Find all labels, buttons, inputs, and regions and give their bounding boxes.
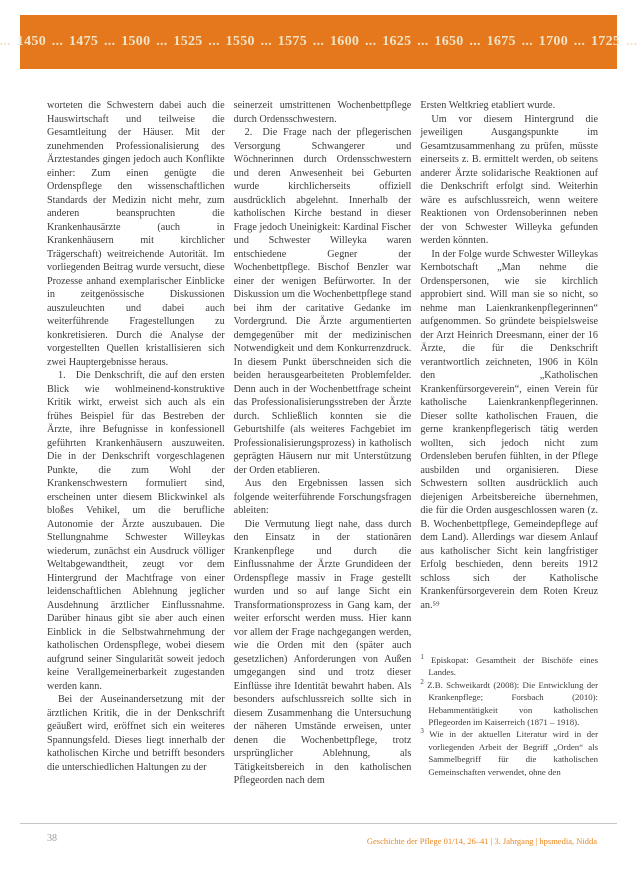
paragraph: Um vor diesem Hintergrund die jeweiligen Ausgangspunkte im Gesamtzusammenhang zu prüfen, müsste einerseits z. B. ermittelt werden, ob seitens anderer Ärzte solidarische Reaktionen auf die Denkschrift erfolgt sind. Weiterhin wäre es aufschlussreich, wenn weitere Reaktionen von Ordensoberinnen neben der von Schwester Willeyka gefunden werden könnten. <box>420 113 599 246</box>
footnote-marker: 1 <box>420 653 424 662</box>
footer-divider <box>20 823 617 824</box>
footnote-text: Episkopat: Gesamtheit der Bischöfe eines Landes. <box>428 655 599 678</box>
text-column-2 <box>234 99 412 821</box>
footnote-3 <box>420 728 598 778</box>
footnotes <box>420 654 598 778</box>
paragraph-continuation: worteten die Schwestern dabei auch die Hauswirtschaft und teilweise die Gesamtleitung der Häuser. Mit der zunehmenden Professionalisierung des Ärztestandes gingen jedoch auch Konflikte einher: Zum einen genügte die Ordenspflege den wissenschaftlichen Standards der Medizin nicht mehr, zum anderen beanspruchten die Krankenhausärzte (auch in Krankenhäusern mit kirchlicher Trägerschaft) weitreichende Autorität. Im vorliegenden Beitrag wurde versucht, diese Prozesse anhand exemplarischer Einblicke in zeitgenössische Diskussionen auszuleuchten und dabei auch weiterführende Fragestellungen zu konkretisieren. Durch die Analyse der vorgestellten Quellen kristallisieren sich zwei Hauptergebnisse heraus. <box>47 100 225 368</box>
paragraph: Die Vermutung liegt nahe, dass durch den Einsatz in der stationären Krankenpflege und durch die Einflussnahme der Ärzte Grundideen der Ordenspflege massiv in Frage gestellt wurden und so auf lange Sicht ein Transformationsprozess in Gang kam, der weiter erforscht werden muss. Hier kann vor allem der Frage nachgegangen werden, wie die Orden mit den (später auch gesetzlichen) Anforderungen von Außen umgegangen sind und trotz dieser Einflüsse ihre Identität bewahrt haben. Als besonders aufschlussreich sollte sich in diesem Zusammenhang die Untersuchung der näheren Umstände erweisen, unter denen die Wochenbettpflege, trotz ursprünglicher Ablehnung, als Tätigkeitsbereich in den katholischen Pflegeorden nach dem <box>233 518 412 786</box>
page-number: 38 <box>47 833 57 844</box>
paragraph-numbered-1: 1. Die Denkschrift, die auf den ersten Blick wie wohlmeinend-konstruktive Kritik wirkt, erweist sich auch als ein frühes Beispiel für das Bestreben der Ärzte, ihre Befugnisse in konfessionell geführten Krankenhäusern auszuweiten. Die in der Denkschrift vorgeschlagenen Punkte, die zum Wohl der Krankenschwestern formuliert sind, erscheinen unter diesem Blickwinkel als bloßes Vehikel, um die berufliche Autonomie der Ärzte auszubauen. Die Stellungnahme Schwester Willeykas wiederum, zunächst ein Ausdruck völliger Weltabgewandtheit, zeugt vor dem Hintergrund der Machtfrage von einer leidenschaftlichen Ablehnung jeglicher Ausdehnung ärztlicher Einflussnahme. Darüber hinaus gibt sie aber auch einen Einblick in die Selbstwahrnehmung der katholischen Ordenspflege, wobei diesem aufgrund seiner Singularität soweit jedoch keine Verallgemeinerbarkeit zugestanden werden kann. <box>47 370 225 692</box>
text-column-3 <box>420 99 598 821</box>
timeline-band <box>0 15 637 69</box>
footnote-text: Z.B. Schweikardt (2008): Die Entwicklung der Krankenpflege; Forsbach (2010): Hebammentätigkeit von katholischen Pflegeorden im Kaiserreich (1871 – 1918). <box>427 679 599 728</box>
text-column-1 <box>47 99 225 821</box>
footnote-marker: 3 <box>420 727 424 736</box>
footnote-text: Wie in der aktuellen Literatur wird in der vorliegenden Arbeit der Begriff „Orden“ als Sammelbegriff für die katholischen Gemeinschaften verwendet, ohne den <box>428 729 599 777</box>
paragraph: In der Folge wurde Schwester Willeykas Kernbotschaft „Man nehme die Ordenspersonen, wie sie kirchlich approbiert sind. Will man sie so nicht, so nehme man Laienkrankenpflegerinnen“ aufgenommen. So gründete beispielsweise der Arzt Heinrich Dreesmann, einer der 16 Ärzte, die für die Denkschrift verantwortlich zeichneten, 1906 in Köln den „Katholischen Krankenfürsorgeverein“, einen Verein für katholische Laienkrankenpflegerinnen. Dieser sollte katholischen Frauen, die gerne krankenpflegerisch tätig werden wollten, sich jedoch nicht zum Ordensleben berufen fühlten, in der Pflege ausbilden und organisieren. Diese Schwestern sollten ausdrücklich auch diejenigen Arbeitsbereiche übernehmen, die für die Orden ausgeschlossen waren (z. B. Wochenbettpflege, Gemeindepflege auf dem Land). Allerdings war diesem Anlauf aus katholischer Sicht kein langfristiger Erfolg beschieden, denn bereits 1912 schloss sich der Katholische Krankenfürsorgeverein dem Roten Kreuz an.⁵⁹ <box>420 248 599 611</box>
paragraph-continuation: Ersten Weltkrieg etabliert wurde. <box>420 100 556 111</box>
journal-citation-line: Geschichte der Pflege 01/14, 26–41 | 3. Jahrgang | hpsmedia, Nidda <box>366 836 597 846</box>
article-body <box>47 99 598 821</box>
paragraph-numbered-2: 2. Die Frage nach der pflegerischen Versorgung Schwangerer und Wöchnerinnen durch Ordensschwestern und deren Anwesenheit bei Geburten wurde kirchlicherseits offiziell ausdrücklich abgelehnt. Innerhalb der katholischen Kirche bestand in dieser Frage jedoch Uneinigkeit: Kardinal Fischer und Schwester Willeyka waren entschiedene Gegner der Wochenbettpflege. Bischof Benzler war einer der wenigen Befürworter. In der Diskussion um die Wochenbettpflege stand bei ihm der caritative Gedanke im Vordergrund. Die Ärzte argumentierten demgegenüber mit der medizinischen Notwendigkeit und dem Konkurrenzdruck. In diesem Punkt überschneiden sich die beiden herausgearbeiteten Problemfelder. Denn auch in der Wochenbettfrage scheint das Professionalisierungsstreben der Ärzte durch. Schließlich konnten sie die Geburtshilfe (als weiteres Fachgebiet im Professionalisierungsprozess) in katholisch geprägten Häusern nur mit Unterstützung der Orden etablieren. <box>233 127 412 476</box>
footnote-marker: 2 <box>420 677 424 686</box>
footnote-1 <box>420 654 598 679</box>
paragraph-continuation: seinerzeit umstrittenen Wochenbettpflege durch Ordensschwestern. <box>233 100 412 125</box>
timeline-years-label: ... 1450 ... 1475 ... 1500 ... 1525 ... 1550 ... 1575 ... 1600 ... 1625 ... 1650 ... 1675 ... 1700 ... 1725 ... <box>0 34 637 49</box>
paragraph: Bei der Auseinandersetzung mit der ärztlichen Kritik, die in der Denkschrift geäußert wird, eröffnet sich ein weiteres Spannungsfeld. Dieses liegt innerhalb der katholischen Kirche und betrifft besonders die unterschiedlichen Haltungen zu der <box>47 694 225 773</box>
footnote-2 <box>420 679 598 729</box>
paragraph: Aus den Ergebnissen lassen sich folgende weiterführende Forschungsfragen ableiten: <box>233 478 412 516</box>
